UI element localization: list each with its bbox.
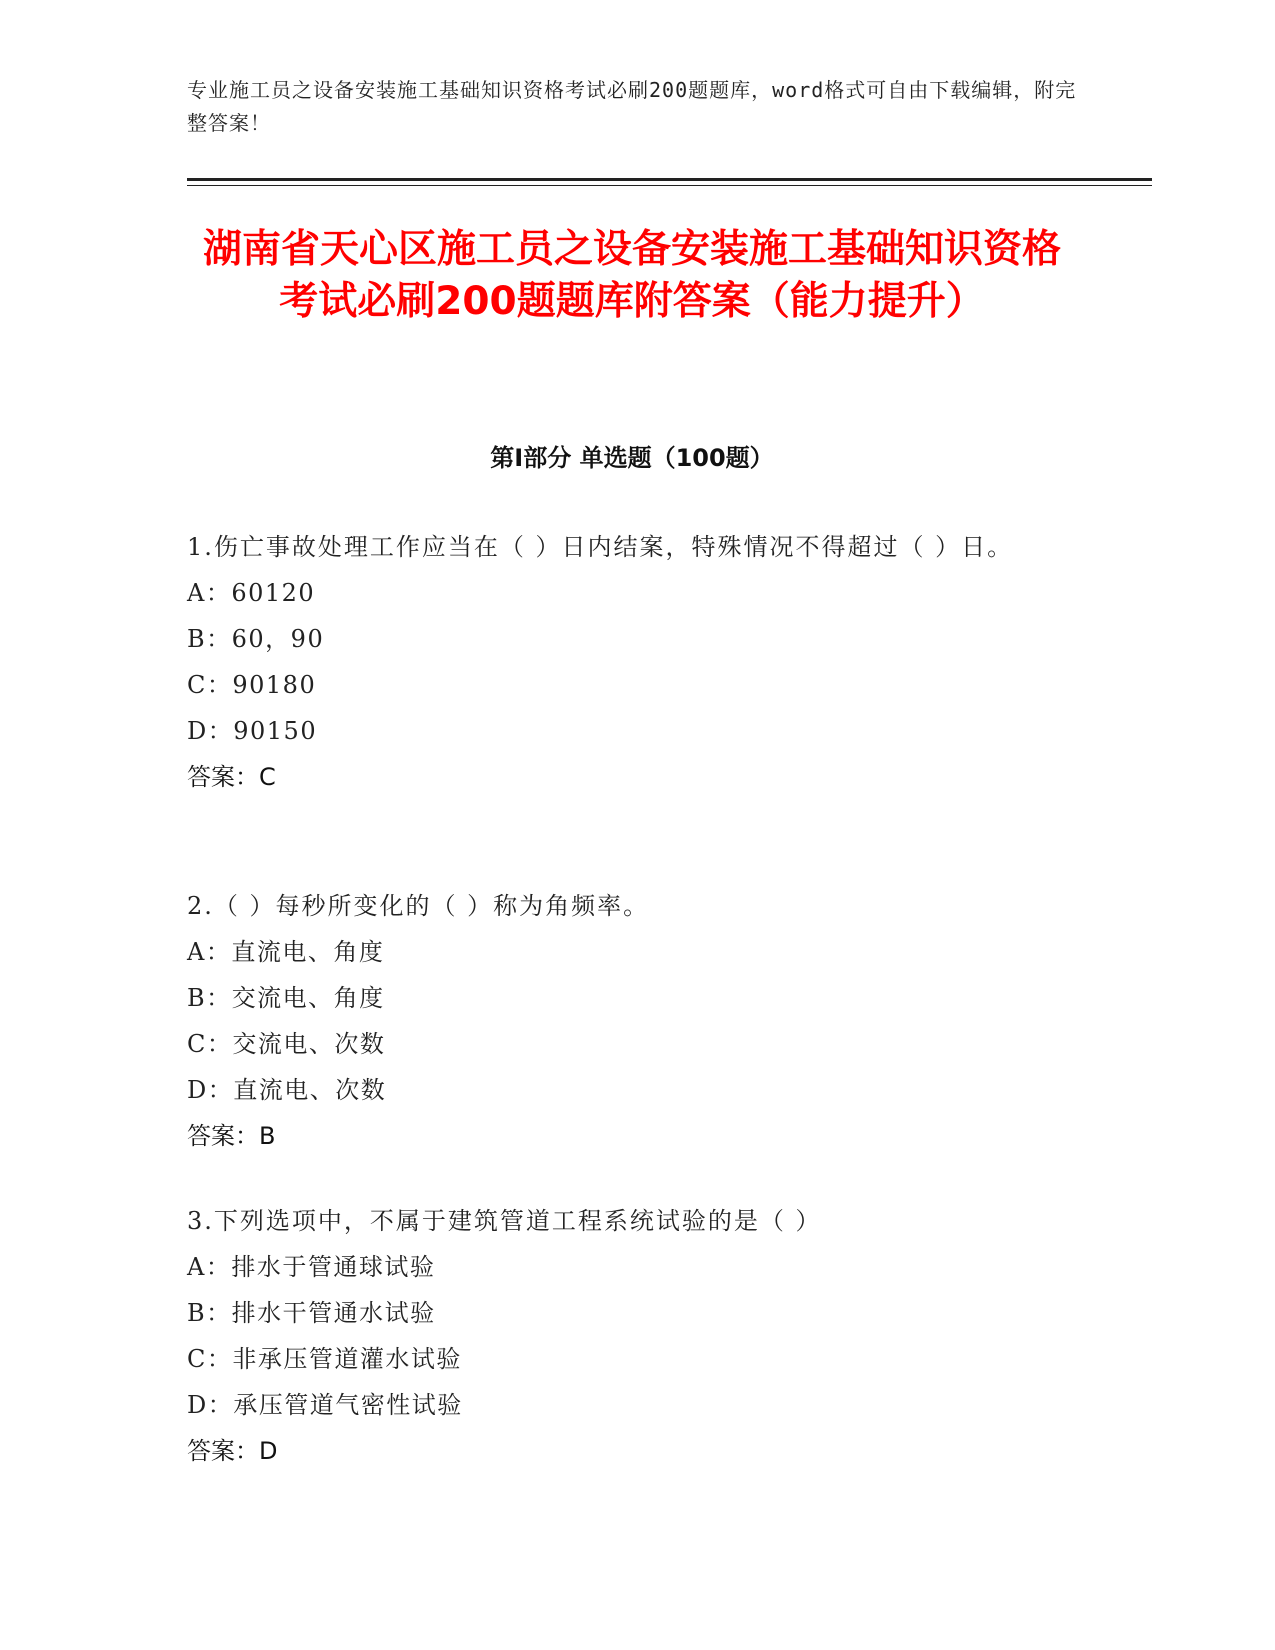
- option-a: A：排水于管通球试验: [187, 1253, 436, 1281]
- question-3: [187, 1198, 1067, 1474]
- option-b: B：排水干管通水试验: [187, 1299, 436, 1327]
- option-d: D：承压管道气密性试验: [187, 1391, 463, 1419]
- answer: 答案：C: [187, 763, 276, 791]
- document-title: 湖南省天心区施工员之设备安装施工基础知识资格考试必刷200题题库附答案（能力提升）: [202, 227, 1061, 324]
- option-c: C：交流电、次数: [187, 1030, 386, 1058]
- question-1: [187, 524, 1067, 800]
- option-c: C：非承压管道灌水试验: [187, 1345, 462, 1373]
- option-b: B：60，90: [187, 625, 325, 653]
- option-d: D：直流电、次数: [187, 1076, 387, 1104]
- question-stem: 3.下列选项中，不属于建筑管道工程系统试验的是（ ）: [187, 1207, 822, 1235]
- answer: 答案：D: [187, 1437, 278, 1465]
- question-stem: 2.（ ）每秒所变化的（ ）称为角频率。: [187, 892, 650, 920]
- option-c: C：90180: [187, 671, 317, 699]
- header-note: 专业施工员之设备安装施工基础知识资格考试必刷200题题库，word格式可自由下载编辑，附完整答案！: [187, 78, 1077, 135]
- section-title: 第Ⅰ部分 单选题（100题）: [490, 444, 774, 472]
- option-b: B：交流电、角度: [187, 984, 385, 1012]
- answer: 答案：B: [187, 1122, 276, 1150]
- header-divider-thin: [187, 185, 1152, 186]
- question-stem: 1.伤亡事故处理工作应当在（ ）日内结案，特殊情况不得超过（ ）日。: [187, 533, 1014, 561]
- header-divider-thick: [187, 178, 1152, 181]
- option-d: D：90150: [187, 717, 318, 745]
- option-a: A：直流电、角度: [187, 938, 385, 966]
- question-2: [187, 883, 1067, 1159]
- option-a: A：60120: [187, 579, 316, 607]
